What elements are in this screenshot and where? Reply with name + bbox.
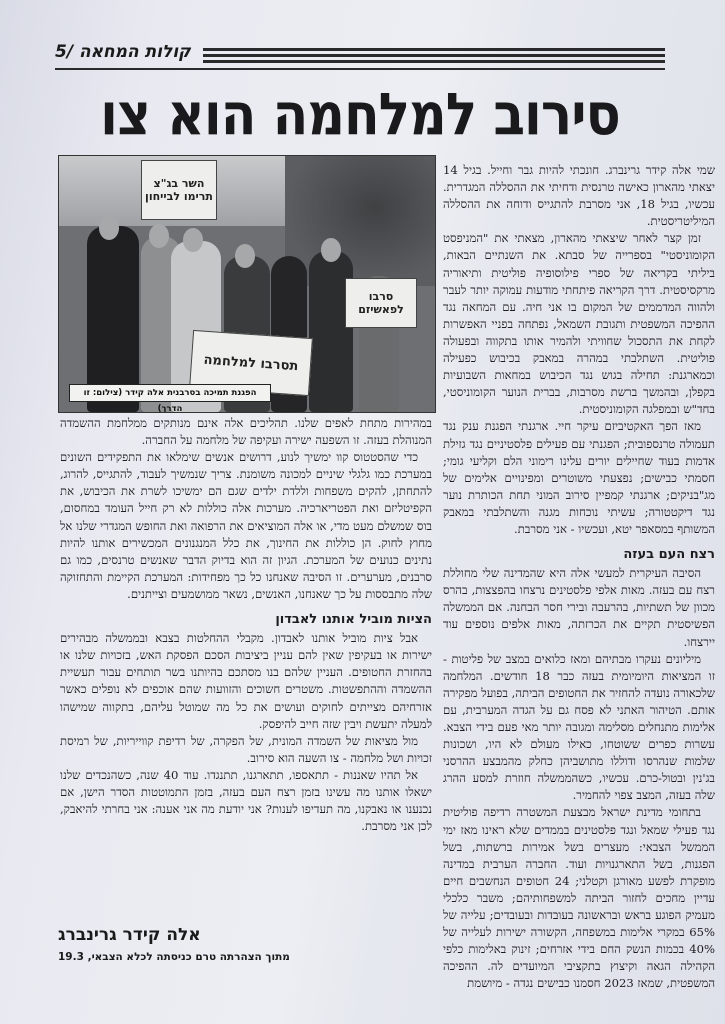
paragraph: כדי שהסטטוס קוו ימשיך לנוע, דרושים אנשים שימלאו את התפקידים השונים במערכת כמו גלגלי שיניים למכונה משומנת. צריך שנמשיך לעבוד, להתגייס, להרוג, להתחתן, להקים משפחות וללדת ילדים שגם הם ימשיכו לשרת את הכיבוש, את הקפיטליזם ואת הפטריארכיה. מערכות אלה כוללות לא רק חייל העומד במחסום, בוס שמשלם מעט מדי, או אלה המוציאים את הרפואה ואת החופש המגדרי שלנו אל מחוץ לחוק. הן כוללות את החינוך, את כלל המנגנונים המכשירים אותנו להיות נתינים כנועים של המערכת. הגיון זה הוא בדיוק הדבר שאנשים טרנסים, כמו גם סרבנים, מערערים. זו הסיבה שאנחנו כל כך מפחידות: המערכת הקיימת והתחזוקה שלה מתבססות על כך שאנחנו, האנשים, נשאר ממושמעים וצייתנים. <box>60 450 432 601</box>
section-label: קולות המחאה /5 <box>55 42 191 62</box>
protest-sign: תסרבו למלחמה <box>189 330 313 396</box>
protest-sign: סרבו לפאשיזם <box>345 278 417 328</box>
photo-person <box>309 251 353 412</box>
photo-head <box>321 238 341 262</box>
protest-sign: השר בג"צ תרימו לבייחון <box>141 160 217 220</box>
right-column <box>443 162 715 993</box>
paragraph: בתחומי מדינת ישראל מבצעת המשטרה רדיפה פוליטית נגד פעילי שמאל ונגד פלסטינים בממדים שלא ראינו מאז ימי הממשל הצבאי: מעצרים בשל אמירות ברשתות, בשל הפגנות, בשל התארגנויות ועוד. החברה הערבית במדינה מופקרת לפשע מאורגן וקטלני; 24 חטופים הנחשבים חיים עדיין מחכים לחזור הביתה למשפחותיהם; משבר כלכלי מעמיק הפוגע בראש ובראשונה בעובדות ובעובדים; עלייה של 65% במקרי אלימות במשפחה, הקשורה ישירות לעלייה של 40% בכמות הנשק החם בידי אזרחים; זינוק באלימות כלפי הקהילה הגאה וקיצוץ בתקציבי המיועדים לה. ההפיכה המשפטית, שמאז 2023 חסמנו כבישים נגדה - מיושמת <box>443 805 715 991</box>
signature-note: מתוך הצהרתה טרם כניסתה לכלא הצבאי, 19.3 <box>58 951 290 963</box>
paragraph: שמי אלה קידר גרינברג. חונכתי להיות גבר וחייל. בגיל 14 יצאתי מהארון כאישה טרנסית ודחיתי את ההסללה המגדרית. עכשיו, בגיל 18, אני מסרבת להתגייס ודוחה את ההסללה המיליטריסטית. <box>443 163 715 229</box>
paragraph: מאז הפך האקטיביזם עיקר חיי. ארגנתי הפגנת ענק נגד תעמולה טרנספובית; הפגנתי עם פעילים פלסטיניים נגד גזילת אדמות בעוד שחיילים יורים עלינו רימוני הלם וקליעי גומי; חסמתי כבישים; נפצעתי משוטרים ומפינויים אלימים של מג"בניקים; ארגנתי קמפיין סירוב המוני תחת הכותרת נוער נגד דיקטטורה; עשיתי נוכחות מגנה והשתלבתי במאבק המשותף במסאפר יטא, ועכשיו - אני מסרבת. <box>443 419 715 536</box>
photo-head <box>183 228 203 252</box>
subheading: הציות מוביל אותנו לאבדון <box>275 612 432 628</box>
paragraph: מיליונים נעקרו מבתיהם ומאז כלואים במצב של פליטות - זו המציאות היומיומית בעזה כבר 18 חודשים. המלחמה שלכאורה נועדה להחזיר את החטופים הביתה, בפועל מפקירה אותם. הטיהור האתני לא פסח גם על הגדה המערבית, עם אלימות מתנחלים מסלימה ומגובה יותר מאי פעם בידי הצבא. עשרות כפרים ששוטחו, כאילו מעולם לא היו, ושכונות שלמות שנהרסו ודוללו מתושביהן כחלק מהמבצע ההרסני בג'נין ובטול-כרם. עכשיו, כשהממשלה חוזרת למסע ההרג שלה בעזה, המצב צפוי להחמיר. <box>443 651 716 803</box>
headline: סירוב למלחמה הוא צו <box>100 82 620 150</box>
photo-head <box>235 244 255 268</box>
page-header <box>55 40 665 70</box>
photo-head <box>99 216 119 240</box>
paragraph: הסיבה העיקרית למעשי אלה היא שהמדינה שלי מחוללת רצח עם בעזה. מאות אלפי פלסטינים נרצחו בהפצצות, בהרס מכוון של תשתיות, בהרעבה ובירי חסר הבחנה. אם הממשלה הפשיסטית תקיים את הכרזתה, מאות אלפים נוספים עוד יירצחו. <box>443 566 715 649</box>
paragraph: אבל ציות מוביל אותנו לאבדון. מקבלי ההחלטות בצבא ובממשלה מבהירים ישירות או בעקיפין שאין להם עניין ביציבות הסכם הפסקת האש, בזכויות שלנו או בהחזרת החטופים. העניין שלהם בנו מסתכם בהיותנו בשר תותחים עבור תעשיית ההשמדה וההתפשטות. משטרים חשוכים והזוועות שהם אוכפים לא נופלים כאשר אזרחיהם מצייתים לחוקים ועושים את כל מה שמוטל עליהם, בתקווה שמישהו למעלה יתעשת ויבין שזה חייב להיפסק. <box>60 631 432 731</box>
photo-head <box>149 224 169 248</box>
subheading: רצח העם בעזה <box>623 547 715 563</box>
paragraph: אל תהיו שאננות - תתאספו, תתארגנו, תתנגדו. עוד 40 שנה, כשהנכדים שלנו ישאלו אותנו מה עשינו בזמן רצח העם בעזה, בזמן התמוטטות הסדר הישן, אם נכנענו או נאבקנו, מה תעדיפו לענות? אני יודעת מה אני אענה: אני בחרתי להיאבק, לכן אני מסרבת. <box>60 767 432 834</box>
header-rules <box>203 48 665 66</box>
paragraph: במהירות מתחת לאפים שלנו. תהליכים אלה אינם מנותקים ממלחמת ההשמדה המנוהלת בעזה. זו השפעה ישירה ועקיפה של מלחמה על החברה. <box>60 416 432 448</box>
photo-trees <box>285 156 435 286</box>
paragraph: מול מציאות של השמדה המונית, של הפקרה, של רדיפת קווייריות, של רמיסת זכויות ושל מלחמה - צו השעה הוא סירוב. <box>60 733 432 765</box>
author-signature: אלה קידר גרינברג <box>58 925 201 945</box>
header-divider <box>55 68 665 70</box>
paragraph: זמן קצר לאחר שיצאתי מהארון, מצאתי את "המניפסט הקומוניסטי" בספרייה של סבתא. את השנתיים הבאות, ביליתי בקריאה של ספרי פילוסופיה פוליטית ותיאוריה מרקסיסטית. דרך הקריאה פיתחתי מודעות עמוקה יותר לעבר ולהווה המדממים של המקום בו אני חיה. עם המחאה נגד ההפיכה המשפטית ותגובת השמאל, נפתחה בפניי האפשרות לקחת את התסכול שחוויתי ולהמיר אותו בתקווה ובפעולה פוליטית. השתלבתי במהרה במאבק בכיבוש כפעילה וכמארגנת: תחילה בגוש נגד הכיבוש במחאות השבועיות בקפלן, ובהמשך ברשת מסרבות, בברית הנוער הקומוניסטי, בחד"ש ובמפלגה הקומוניסטית. <box>443 231 715 417</box>
photo-caption: הפגנת תמיכה בסרבנית אלה קידר (צילום: זו הדרך) <box>69 384 271 402</box>
protest-photo <box>58 155 436 413</box>
left-column <box>60 415 432 835</box>
